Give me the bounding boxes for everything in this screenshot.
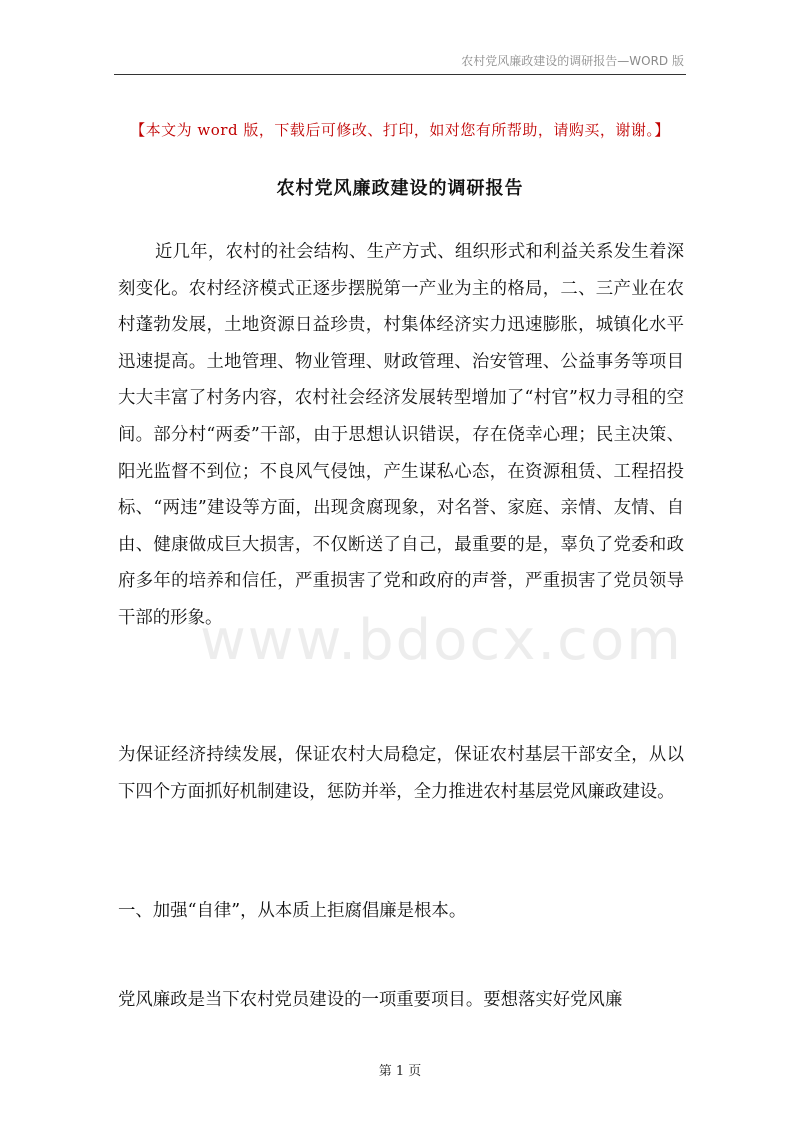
paragraph-intro: 近几年，农村的社会结构、生产方式、组织形式和利益关系发生着深刻变化。农村经济模式正逐步摆脱第一产业为主的格局，二、三产业在农村蓬勃发展，土地资源日益珍贵，村集体经济实力迅速膨胀，城镇化水平迅速提高。土地管理、物业管理、财政管理、治安管理、公益事务等项目大大丰富了村务内容，农村社会经济发展转型增加了“村官”权力寻租的空间。部分村“两委”干部，由于思想认识错误，存在侥幸心理；民主决策、阳光监督不到位；不良风气侵蚀，产生谋私心态，在资源租赁、工程招投标、“两违”建设等方面，出现贪腐现象，对名誉、家庭、亲情、友情、自由、健康做成巨大损害，不仅断送了自己，最重要的是，辜负了党委和政府多年的培养和信任，严重损害了党和政府的声誉，严重损害了党员领导干部的形象。 xyxy=(118,242,684,628)
section-heading-1: 一、加强“自律”，从本质上拒腐倡廉是根本。 xyxy=(118,901,467,921)
download-notice: 【本文为 word 版，下载后可修改、打印，如对您有所帮助，请购买，谢谢。】 xyxy=(130,121,670,139)
page-number: 第 1 页 xyxy=(378,1064,422,1079)
paragraph-purpose: 为保证经济持续发展，保证农村大局稳定，保证农村基层干部安全，从以下四个方面抓好机制建设，惩防并举，全力推进农村基层党风廉政建设。 xyxy=(118,745,684,802)
header-divider xyxy=(114,74,686,75)
paragraph-section-1: 党风廉政是当下农村党员建设的一项重要项目。要想落实好党风廉 xyxy=(118,990,623,1010)
document-title: 农村党风廉政建设的调研报告 xyxy=(276,178,524,199)
running-header: 农村党风廉政建设的调研报告—WORD 版 xyxy=(461,54,684,68)
watermark: www.bdocx.com xyxy=(200,608,683,673)
